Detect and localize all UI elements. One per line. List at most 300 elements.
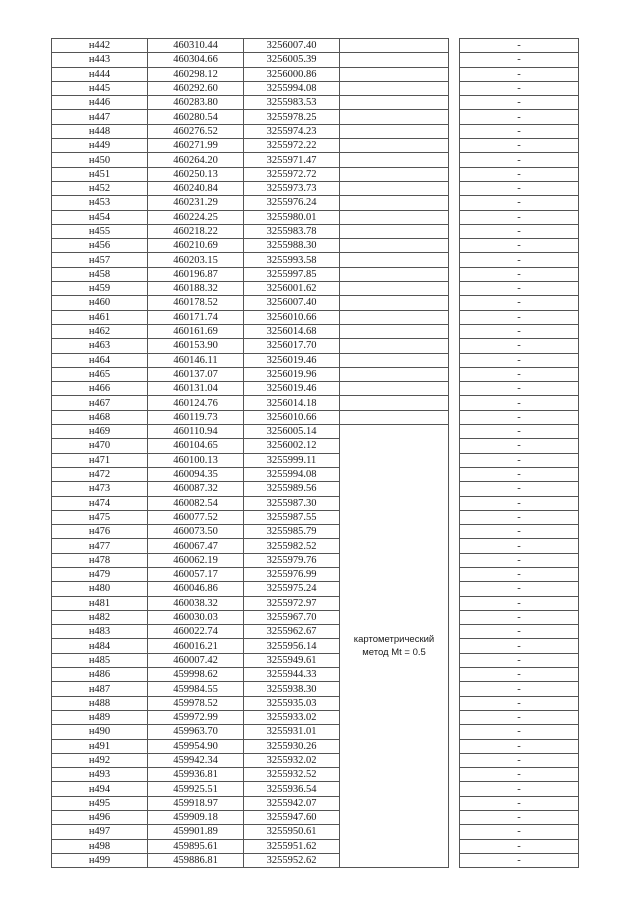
spacer-cell [449,67,460,81]
spacer-cell [449,196,460,210]
point-number-cell: н493 [52,768,148,782]
spacer-cell [449,739,460,753]
table-row [52,396,579,410]
mark-cell: - [460,67,579,81]
point-number-cell: н453 [52,196,148,210]
x-coordinate-cell: 460171.74 [148,310,244,324]
x-coordinate-cell: 460310.44 [148,39,244,53]
point-number-cell: н450 [52,153,148,167]
y-coordinate-cell: 3256017.70 [244,339,340,353]
table-row [52,811,579,825]
x-coordinate-cell: 460131.04 [148,382,244,396]
mark-cell: - [460,239,579,253]
point-number-cell: н460 [52,296,148,310]
y-coordinate-cell: 3255974.23 [244,124,340,138]
mark-cell: - [460,253,579,267]
mark-cell: - [460,467,579,481]
y-coordinate-cell: 3255982.52 [244,539,340,553]
table-row [52,825,579,839]
mark-cell: - [460,39,579,53]
spacer-cell [449,682,460,696]
method-cell-empty [340,382,449,396]
mark-cell: - [460,139,579,153]
x-coordinate-cell: 459925.51 [148,782,244,796]
spacer-cell [449,653,460,667]
point-number-cell: н487 [52,682,148,696]
y-coordinate-cell: 3255933.02 [244,710,340,724]
mark-cell: - [460,811,579,825]
x-coordinate-cell: 460022.74 [148,625,244,639]
y-coordinate-cell: 3255952.62 [244,853,340,867]
x-coordinate-cell: 459895.61 [148,839,244,853]
x-coordinate-cell: 460094.35 [148,467,244,481]
point-number-cell: н462 [52,324,148,338]
y-coordinate-cell: 3255993.58 [244,253,340,267]
spacer-cell [449,210,460,224]
spacer-cell [449,81,460,95]
spacer-cell [449,811,460,825]
point-number-cell: н443 [52,53,148,67]
x-coordinate-cell: 460276.52 [148,124,244,138]
method-cell-empty [340,153,449,167]
x-coordinate-cell: 460016.21 [148,639,244,653]
spacer-cell [449,181,460,195]
mark-cell: - [460,710,579,724]
table-row [52,510,579,524]
point-number-cell: н469 [52,425,148,439]
point-number-cell: н483 [52,625,148,639]
point-number-cell: н496 [52,811,148,825]
y-coordinate-cell: 3255931.01 [244,725,340,739]
method-cell-empty [340,239,449,253]
y-coordinate-cell: 3255985.79 [244,525,340,539]
point-number-cell: н451 [52,167,148,181]
point-number-cell: н491 [52,739,148,753]
x-coordinate-cell: 460100.13 [148,453,244,467]
y-coordinate-cell: 3255973.73 [244,181,340,195]
coordinates-table [51,38,579,868]
y-coordinate-cell: 3255983.78 [244,224,340,238]
table-row [52,710,579,724]
mark-cell: - [460,153,579,167]
x-coordinate-cell: 460146.11 [148,353,244,367]
x-coordinate-cell: 460077.52 [148,510,244,524]
spacer-cell [449,582,460,596]
table-row [52,453,579,467]
y-coordinate-cell: 3256007.40 [244,296,340,310]
mark-cell: - [460,453,579,467]
mark-cell: - [460,725,579,739]
point-number-cell: н474 [52,496,148,510]
point-number-cell: н486 [52,668,148,682]
y-coordinate-cell: 3256001.62 [244,282,340,296]
x-coordinate-cell: 460298.12 [148,67,244,81]
x-coordinate-cell: 460292.60 [148,81,244,95]
point-number-cell: н449 [52,139,148,153]
table-row [52,610,579,624]
mark-cell: - [460,296,579,310]
x-coordinate-cell: 460038.32 [148,596,244,610]
point-number-cell: н468 [52,410,148,424]
spacer-cell [449,310,460,324]
method-cell-empty [340,410,449,424]
y-coordinate-cell: 3255987.30 [244,496,340,510]
spacer-cell [449,567,460,581]
table-row [52,653,579,667]
method-cell-empty [340,124,449,138]
spacer-cell [449,853,460,867]
point-number-cell: н448 [52,124,148,138]
mark-cell: - [460,510,579,524]
mark-cell: - [460,696,579,710]
spacer-cell [449,596,460,610]
table-row [52,339,579,353]
y-coordinate-cell: 3255979.76 [244,553,340,567]
point-number-cell: н442 [52,39,148,53]
mark-cell: - [460,567,579,581]
x-coordinate-cell: 460073.50 [148,525,244,539]
y-coordinate-cell: 3256002.12 [244,439,340,453]
method-cell-empty [340,139,449,153]
table-row [52,625,579,639]
table-row [52,382,579,396]
y-coordinate-cell: 3255951.62 [244,839,340,853]
table-row [52,439,579,453]
point-number-cell: н461 [52,310,148,324]
table-row [52,725,579,739]
table-row [52,181,579,195]
table-row [52,425,579,439]
method-cell-empty [340,96,449,110]
table-row [52,310,579,324]
x-coordinate-cell: 460007.42 [148,653,244,667]
spacer-cell [449,382,460,396]
point-number-cell: н476 [52,525,148,539]
spacer-cell [449,696,460,710]
y-coordinate-cell: 3255962.67 [244,625,340,639]
point-number-cell: н466 [52,382,148,396]
method-cell-empty [340,324,449,338]
mark-cell: - [460,339,579,353]
point-number-cell: н497 [52,825,148,839]
table-row [52,81,579,95]
point-number-cell: н444 [52,67,148,81]
mark-cell: - [460,124,579,138]
x-coordinate-cell: 459984.55 [148,682,244,696]
point-number-cell: н473 [52,482,148,496]
spacer-cell [449,410,460,424]
point-number-cell: н464 [52,353,148,367]
y-coordinate-cell: 3256014.68 [244,324,340,338]
y-coordinate-cell: 3255999.11 [244,453,340,467]
spacer-cell [449,710,460,724]
y-coordinate-cell: 3255994.08 [244,467,340,481]
method-cell-empty [340,396,449,410]
spacer-cell [449,282,460,296]
y-coordinate-cell: 3255989.56 [244,482,340,496]
table-row [52,682,579,696]
spacer-cell [449,439,460,453]
point-number-cell: н456 [52,239,148,253]
point-number-cell: н463 [52,339,148,353]
y-coordinate-cell: 3255978.25 [244,110,340,124]
x-coordinate-cell: 460280.54 [148,110,244,124]
method-label-line1: картометрический [353,634,435,646]
spacer-cell [449,639,460,653]
mark-cell: - [460,839,579,853]
mark-cell: - [460,553,579,567]
table-row [52,582,579,596]
x-coordinate-cell: 459978.52 [148,696,244,710]
x-coordinate-cell: 460231.29 [148,196,244,210]
mark-cell: - [460,496,579,510]
x-coordinate-cell: 460224.25 [148,210,244,224]
table-row [52,153,579,167]
table-row [52,96,579,110]
table-row [52,753,579,767]
y-coordinate-cell: 3255967.70 [244,610,340,624]
point-number-cell: н465 [52,367,148,381]
x-coordinate-cell: 459963.70 [148,725,244,739]
spacer-cell [449,353,460,367]
table-row [52,367,579,381]
spacer-cell [449,768,460,782]
y-coordinate-cell: 3255936.54 [244,782,340,796]
mark-cell: - [460,682,579,696]
method-cell-empty [340,310,449,324]
table-row [52,267,579,281]
spacer-cell [449,510,460,524]
table-row [52,167,579,181]
mark-cell: - [460,210,579,224]
mark-cell: - [460,482,579,496]
y-coordinate-cell: 3256005.14 [244,425,340,439]
table-row [52,482,579,496]
table-row [52,196,579,210]
spacer-cell [449,324,460,338]
table-row [52,668,579,682]
x-coordinate-cell: 460124.76 [148,396,244,410]
y-coordinate-cell: 3255976.99 [244,567,340,581]
mark-cell: - [460,367,579,381]
table-row [52,67,579,81]
mark-cell: - [460,625,579,639]
mark-cell: - [460,353,579,367]
x-coordinate-cell: 460104.65 [148,439,244,453]
mark-cell: - [460,796,579,810]
point-number-cell: н452 [52,181,148,195]
point-number-cell: н484 [52,639,148,653]
point-number-cell: н498 [52,839,148,853]
x-coordinate-cell: 460030.03 [148,610,244,624]
x-coordinate-cell: 460110.94 [148,425,244,439]
point-number-cell: н445 [52,81,148,95]
point-number-cell: н495 [52,796,148,810]
y-coordinate-cell: 3255942.07 [244,796,340,810]
mark-cell: - [460,525,579,539]
x-coordinate-cell: 460087.32 [148,482,244,496]
y-coordinate-cell: 3256010.66 [244,410,340,424]
method-cell-empty [340,53,449,67]
table-row [52,467,579,481]
point-number-cell: н472 [52,467,148,481]
point-number-cell: н458 [52,267,148,281]
mark-cell: - [460,739,579,753]
x-coordinate-cell: 459886.81 [148,853,244,867]
y-coordinate-cell: 3255930.26 [244,739,340,753]
point-number-cell: н459 [52,282,148,296]
table-row [52,224,579,238]
method-cell-empty [340,181,449,195]
x-coordinate-cell: 460203.15 [148,253,244,267]
y-coordinate-cell: 3255972.97 [244,596,340,610]
spacer-cell [449,124,460,138]
mark-cell: - [460,782,579,796]
y-coordinate-cell: 3256014.18 [244,396,340,410]
spacer-cell [449,139,460,153]
spacer-cell [449,482,460,496]
y-coordinate-cell: 3255997.85 [244,267,340,281]
point-number-cell: н457 [52,253,148,267]
table-row [52,296,579,310]
spacer-cell [449,224,460,238]
x-coordinate-cell: 460240.84 [148,181,244,195]
y-coordinate-cell: 3256000.86 [244,67,340,81]
table-row [52,53,579,67]
point-number-cell: н488 [52,696,148,710]
mark-cell: - [460,410,579,424]
spacer-cell [449,53,460,67]
spacer-cell [449,796,460,810]
table-row [52,210,579,224]
point-number-cell: н489 [52,710,148,724]
y-coordinate-cell: 3255983.53 [244,96,340,110]
table-row [52,525,579,539]
y-coordinate-cell: 3255944.33 [244,668,340,682]
y-coordinate-cell: 3255972.22 [244,139,340,153]
point-number-cell: н479 [52,567,148,581]
method-cell-empty [340,253,449,267]
x-coordinate-cell: 460250.13 [148,167,244,181]
mark-cell: - [460,81,579,95]
method-cell-empty [340,110,449,124]
table-row [52,410,579,424]
method-cell-empty [340,224,449,238]
y-coordinate-cell: 3255947.60 [244,811,340,825]
x-coordinate-cell: 460161.69 [148,324,244,338]
method-cell-empty [340,67,449,81]
x-coordinate-cell: 460271.99 [148,139,244,153]
table-row [52,353,579,367]
method-cell-empty [340,39,449,53]
x-coordinate-cell: 460153.90 [148,339,244,353]
x-coordinate-cell: 460210.69 [148,239,244,253]
mark-cell: - [460,324,579,338]
x-coordinate-cell: 459901.89 [148,825,244,839]
table-row [52,539,579,553]
y-coordinate-cell: 3255988.30 [244,239,340,253]
method-cell-empty [340,339,449,353]
table-row [52,139,579,153]
spacer-cell [449,753,460,767]
spacer-cell [449,825,460,839]
y-coordinate-cell: 3256019.46 [244,353,340,367]
x-coordinate-cell: 460283.80 [148,96,244,110]
point-number-cell: н471 [52,453,148,467]
mark-cell: - [460,653,579,667]
point-number-cell: н499 [52,853,148,867]
table-row [52,782,579,796]
mark-cell: - [460,668,579,682]
method-label-line2: метод Mt = 0.5 [362,647,426,659]
mark-cell: - [460,196,579,210]
spacer-cell [449,553,460,567]
table-row [52,768,579,782]
x-coordinate-cell: 459954.90 [148,739,244,753]
x-coordinate-cell: 459972.99 [148,710,244,724]
table-row [52,596,579,610]
table-row [52,39,579,53]
x-coordinate-cell: 459998.62 [148,668,244,682]
table-row [52,324,579,338]
mark-cell: - [460,539,579,553]
x-coordinate-cell: 459909.18 [148,811,244,825]
x-coordinate-cell: 460196.87 [148,267,244,281]
mark-cell: - [460,753,579,767]
mark-cell: - [460,282,579,296]
method-cell-empty [340,196,449,210]
method-cell-empty [340,296,449,310]
mark-cell: - [460,610,579,624]
spacer-cell [449,525,460,539]
x-coordinate-cell: 460067.47 [148,539,244,553]
point-number-cell: н447 [52,110,148,124]
x-coordinate-cell: 460188.32 [148,282,244,296]
method-cell-empty [340,282,449,296]
spacer-cell [449,167,460,181]
mark-cell: - [460,382,579,396]
x-coordinate-cell: 459918.97 [148,796,244,810]
y-coordinate-cell: 3255949.61 [244,653,340,667]
method-cell [340,425,449,868]
spacer-cell [449,367,460,381]
point-number-cell: н492 [52,753,148,767]
spacer-cell [449,39,460,53]
table-row [52,553,579,567]
table-row [52,496,579,510]
y-coordinate-cell: 3256019.96 [244,367,340,381]
point-number-cell: н490 [52,725,148,739]
mark-cell: - [460,853,579,867]
mark-cell: - [460,596,579,610]
point-number-cell: н480 [52,582,148,596]
table-row [52,839,579,853]
mark-cell: - [460,310,579,324]
spacer-cell [449,267,460,281]
point-number-cell: н477 [52,539,148,553]
mark-cell: - [460,110,579,124]
point-number-cell: н494 [52,782,148,796]
spacer-cell [449,467,460,481]
table-row [52,239,579,253]
y-coordinate-cell: 3255932.52 [244,768,340,782]
spacer-cell [449,339,460,353]
y-coordinate-cell: 3256005.39 [244,53,340,67]
x-coordinate-cell: 460082.54 [148,496,244,510]
y-coordinate-cell: 3255987.55 [244,510,340,524]
spacer-cell [449,782,460,796]
y-coordinate-cell: 3255950.61 [244,825,340,839]
